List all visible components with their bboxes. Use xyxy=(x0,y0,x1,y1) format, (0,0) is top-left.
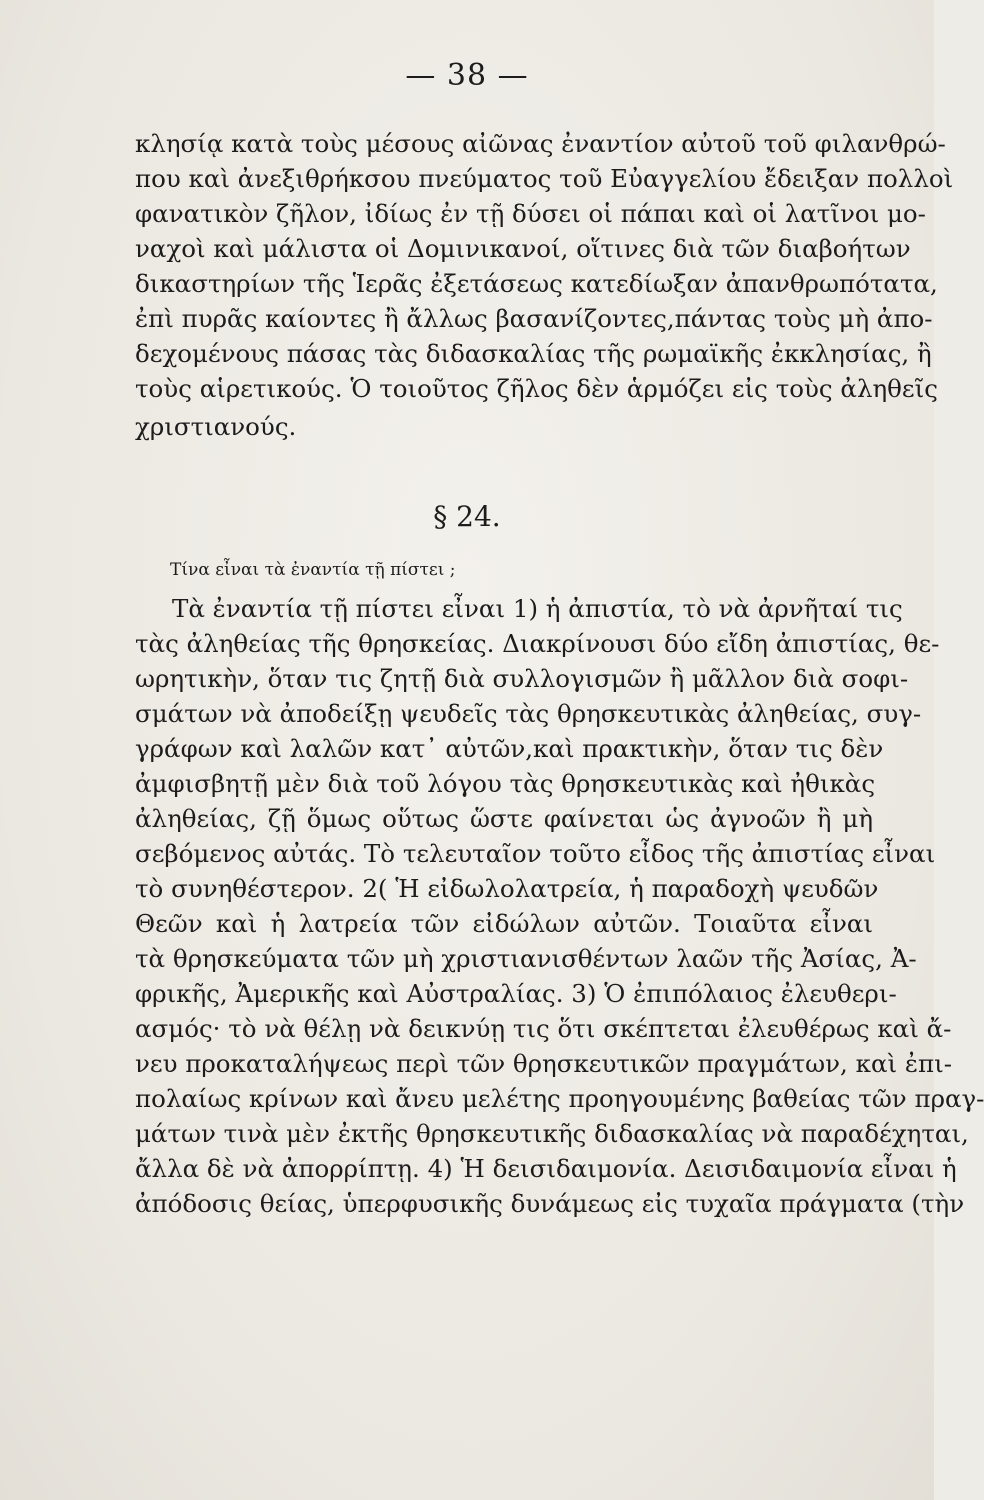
paragraph-1-line: δικαστηρίων τῆς Ἱερᾶς ἐξετάσεως κατεδίωξαν ἀπανθρωπότατα, xyxy=(135,269,938,298)
paragraph-1-line: δεχομένους πάσας τὰς διδασκαλίας τῆς ρωμαϊκῆς ἐκκλησίας, ἢ xyxy=(135,339,932,368)
paragraph-2-line: σμάτων νὰ ἀποδείξῃ ψευδεῖς τὰς θρησκευτικὰς ἀληθείας, συγ- xyxy=(135,699,922,728)
paragraph-2-line: τὸ συνηθέστερον. 2( Ἡ εἰδωλολατρεία, ἡ παραδοχὴ ψευδῶν xyxy=(135,874,879,903)
paragraph-2-line: Θεῶν καὶ ἡ λατρεία τῶν εἰδώλων αὐτῶν. Τοιαῦτα εἶναι xyxy=(135,909,873,938)
paragraph-2-line: Τὰ ἐναντία τῇ πίστει εἶναι 1) ἡ ἀπιστία, τὸ νὰ ἀρνῆταί τις xyxy=(172,594,903,623)
page-number: — 38 — xyxy=(405,58,529,93)
paragraph-1-line: ναχοὶ καὶ μάλιστα οἱ Δομινικανοί, οἵτινες διὰ τῶν διαβοήτων xyxy=(135,234,911,263)
paragraph-2-line: νευ προκαταλήψεως περὶ τῶν θρησκευτικῶν πραγμάτων, καὶ ἐπι- xyxy=(135,1049,953,1078)
section-heading: § 24. xyxy=(433,500,501,533)
paragraph-1-line: ἐπὶ πυρᾶς καίοντες ἢ ἄλλως βασανίζοντες,πάντας τοὺς μὴ ἀπο- xyxy=(135,304,933,333)
paragraph-1-line: κλησίᾳ κατὰ τοὺς μέσους αἰῶνας ἐναντίον αὐτοῦ τοῦ φιλανθρώ- xyxy=(135,129,946,158)
paragraph-2-line: ασμός· τὸ νὰ θέλῃ νὰ δεικνύῃ τις ὅτι σκέπτεται ἐλευθέρως καὶ ἄ- xyxy=(135,1014,952,1043)
section-question: Τίνα εἶναι τὰ ἐναντία τῇ πίστει ; xyxy=(170,560,456,580)
paragraph-2-line: ωρητικὴν, ὅταν τις ζητῇ διὰ συλλογισμῶν ἢ μᾶλλον διὰ σοφι- xyxy=(135,664,909,693)
paragraph-2-line: τὰ θρησκεύματα τῶν μὴ χριστιανισθέντων λαῶν τῆς Ἀσίας, Ἀ- xyxy=(135,944,917,973)
paragraph-1-line: φανατικὸν ζῆλον, ἰδίως ἐν τῇ δύσει οἱ πάπαι καὶ οἱ λατῖνοι μο- xyxy=(135,199,926,228)
paragraph-2-line: ἀπόδοσις θείας, ὑπερφυσικῆς δυνάμεως εἰς τυχαῖα πράγματα (τὴν xyxy=(135,1189,965,1218)
paragraph-2-line: τὰς ἀληθείας τῆς θρησκείας. Διακρίνουσι δύο εἴδη ἀπιστίας, θε- xyxy=(135,629,940,658)
paragraph-2-line: γράφων καὶ λαλῶν κατ᾽ αὐτῶν,καὶ πρακτικὴν, ὅταν τις δὲν xyxy=(135,734,884,763)
paragraph-1-line: χριστιανούς. xyxy=(135,412,297,441)
paragraph-2-line: σεβόμενος αὐτάς. Τὸ τελευταῖον τοῦτο εἶδος τῆς ἀπιστίας εἶναι xyxy=(135,839,936,868)
paragraph-2-line: μάτων τινὰ μὲν ἐκτῆς θρησκευτικῆς διδασκαλίας νὰ παραδέχηται, xyxy=(135,1119,969,1148)
paragraph-2-line: πολαίως κρίνων καὶ ἄνευ μελέτης προηγουμένης βαθείας τῶν πραγ- xyxy=(135,1084,984,1113)
paragraph-2-line: ἄλλα δὲ νὰ ἀπορρίπτῃ. 4) Ἡ δεισιδαιμονία. Δεισιδαιμονία εἶναι ἡ xyxy=(135,1154,957,1183)
paragraph-1-line: τοὺς αἱρετικούς. Ὁ τοιοῦτος ζῆλος δὲν ἁρμόζει εἰς τοὺς ἀληθεῖς xyxy=(135,374,938,403)
paragraph-1-line: που καὶ ἀνεξιθρήκσου πνεύματος τοῦ Εὐαγγελίου ἔδειξαν πολλοὶ xyxy=(135,164,954,193)
paragraph-2-line: ἀληθείας, ζῇ ὅμως οὕτως ὥστε φαίνεται ὡς ἀγνοῶν ἢ μὴ xyxy=(135,804,873,833)
paragraph-2-line: ἀμφισβητῇ μὲν διὰ τοῦ λόγου τὰς θρησκευτικὰς καὶ ἠθικὰς xyxy=(135,769,876,798)
paragraph-2-line: φρικῆς, Ἀμερικῆς καὶ Αὐστραλίας. 3) Ὁ ἐπιπόλαιος ἐλευθερι- xyxy=(135,979,897,1008)
